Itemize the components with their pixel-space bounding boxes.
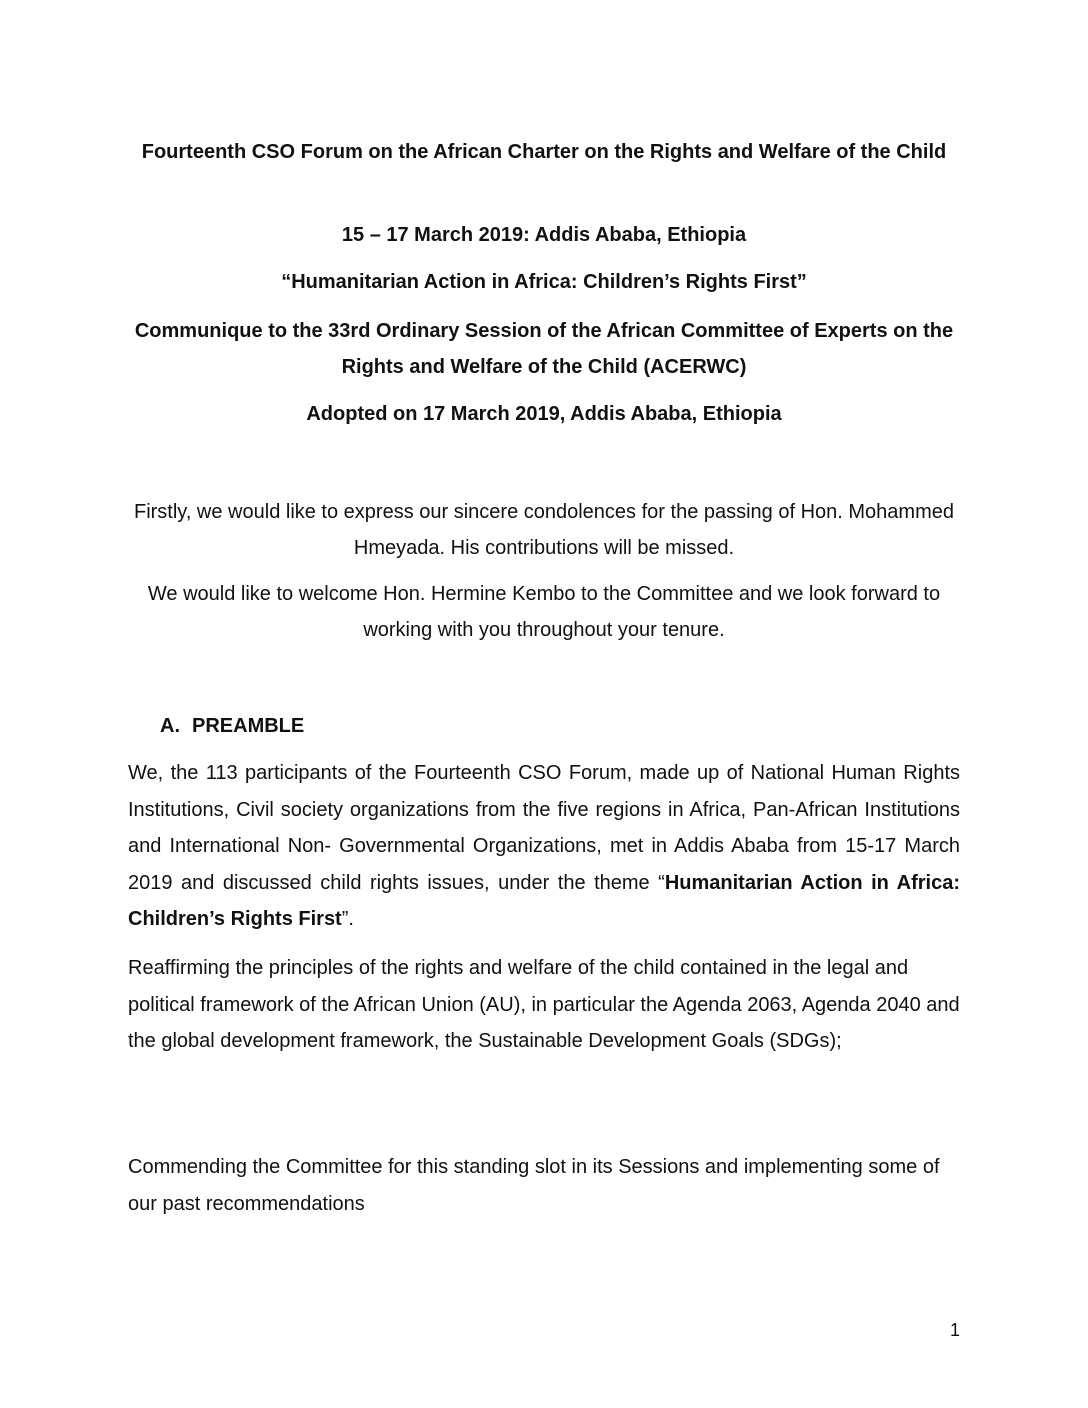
preamble-paragraph-commending: Commending the Committee for this standing slot in its Sessions and implementing some of our past recommendations — [128, 1156, 940, 1215]
section-a-heading — [160, 708, 304, 744]
welcome-paragraph: We would like to welcome Hon. Hermine Kembo to the Committee and we look forward to working with you throughout your tenure. — [147, 583, 941, 641]
theme-line: “Humanitarian Action in Africa: Children’s Rights First” — [281, 271, 807, 293]
preamble-paragraph-participants — [128, 755, 960, 938]
participants-text-end: ”. — [341, 908, 354, 930]
communique-title: Communique to the 33rd Ordinary Session of the African Committee of Experts on the Rights and Welfare of the Child (ACERWC) — [134, 320, 954, 378]
preamble-paragraph-reaffirming: Reaffirming the principles of the rights and welfare of the child contained in the legal and political framework of the African Union (AU), in particular the Agenda 2063, Agenda 2040 and the global development framework, the Sustainable Development Goals (SDGs); — [128, 957, 960, 1052]
page-number: 1 — [949, 1320, 960, 1340]
participants-text: We, the 113 participants of the Fourteenth CSO Forum, made up of National Human Rights Institutions, Civil society organizations from the five regions in Africa, Pan-African Institutions and International Non- Governmental Organizations, met in Addis Ababa from 15-17 March 2019 and discussed child rights issues, under the theme “ — [128, 762, 960, 894]
theme-emphasis: Humanitarian Action in Africa: Children’s Rights First — [128, 871, 961, 930]
section-a-letter: A. — [160, 715, 180, 737]
section-a-title: PREAMBLE — [192, 715, 305, 737]
dates-location: 15 – 17 March 2019: Addis Ababa, Ethiopia — [341, 224, 747, 246]
adopted-line: Adopted on 17 March 2019, Addis Ababa, Ethiopia — [306, 403, 782, 425]
condolences-paragraph: Firstly, we would like to express our sincere condolences for the passing of Hon. Mohammed Hmeyada. His contributions will be missed. — [133, 501, 954, 559]
forum-title: Fourteenth CSO Forum on the African Charter on the Rights and Welfare of the Child — [141, 141, 947, 163]
